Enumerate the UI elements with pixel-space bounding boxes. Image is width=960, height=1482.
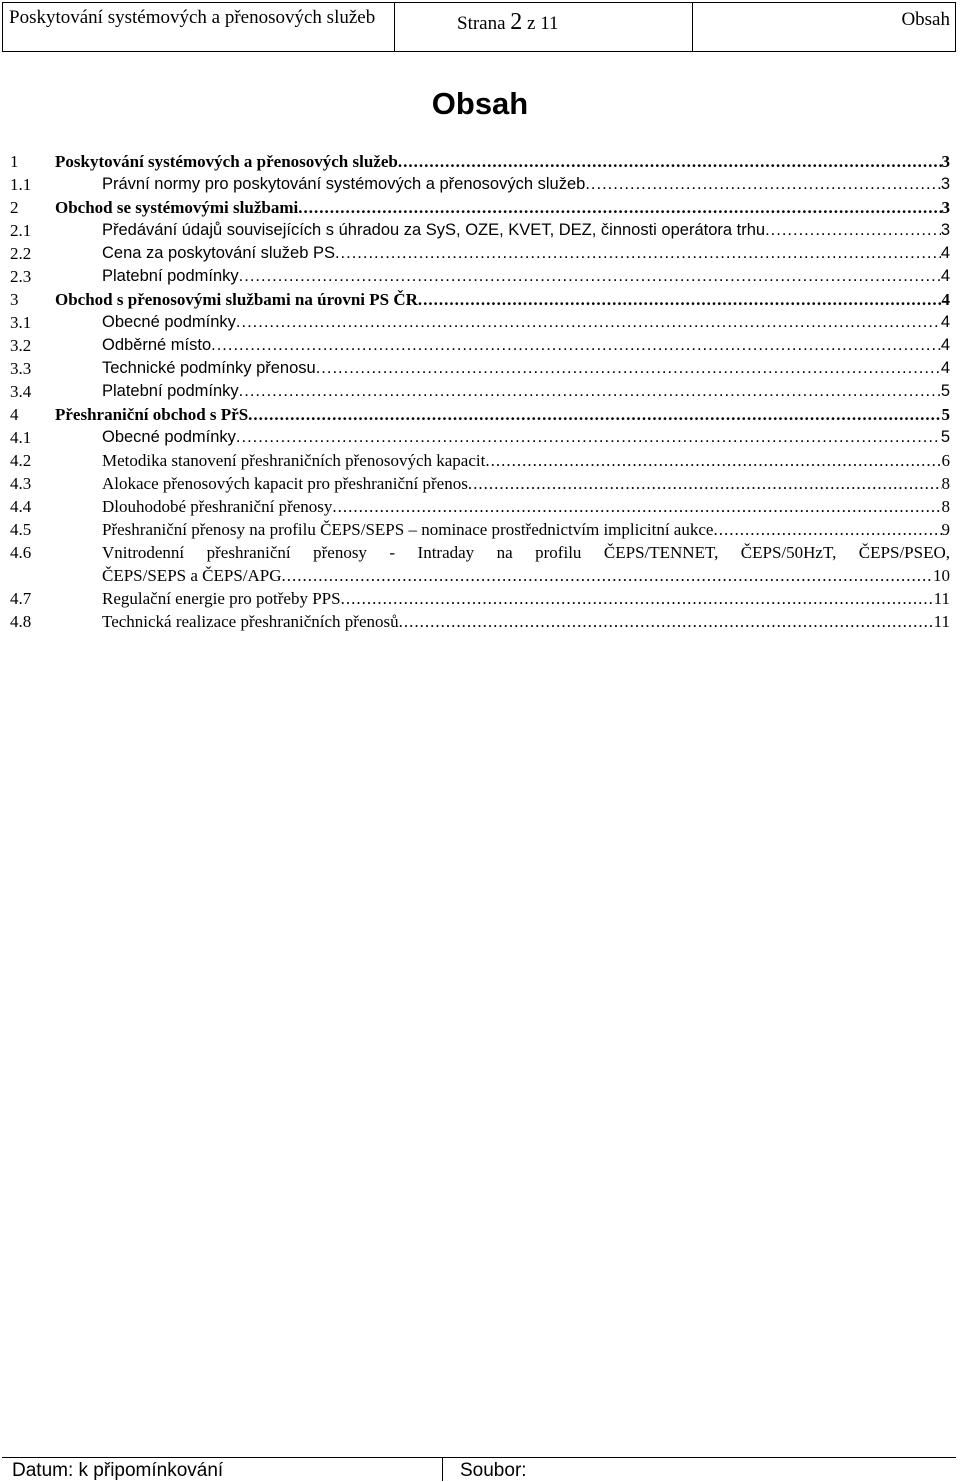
toc-entry[interactable] <box>10 242 950 265</box>
toc-entry-page: 11 <box>933 589 950 608</box>
toc-entry-page: 3 <box>941 198 950 217</box>
toc-entry[interactable] <box>10 518 950 541</box>
toc-entry-number: 2.3 <box>10 267 32 286</box>
toc-leader-dots <box>399 610 934 633</box>
footer-date: Datum: k připomínkování <box>12 1460 224 1481</box>
toc-leader-dots <box>332 495 941 518</box>
toc-leader-dots <box>485 449 941 472</box>
page-title: Obsah <box>431 86 529 121</box>
toc-entry-number: 4.4 <box>10 497 32 516</box>
toc-entry-number: 3.4 <box>10 382 32 401</box>
toc-entry[interactable] <box>10 380 950 403</box>
toc-entry-text: Přeshraniční obchod s PřS <box>55 405 249 424</box>
toc-entry[interactable] <box>10 610 950 633</box>
toc-entry-text: Přeshraniční přenosy na profilu ČEPS/SEPS – nominace prostřednictvím implicitní aukce <box>102 520 714 539</box>
toc-leader-dots <box>335 242 941 265</box>
toc-entry-number: 1 <box>10 152 19 171</box>
toc-entry-number: 4.5 <box>10 520 32 539</box>
toc-entry-text: Alokace přenosových kapacit pro přeshraniční přenos <box>102 474 468 493</box>
toc-entry-number: 2.1 <box>10 221 32 240</box>
toc-entry-page: 4 <box>940 336 950 354</box>
toc-leader-dots <box>248 403 941 426</box>
toc-entry-text: Metodika stanovení přeshraničních přenosových kapacit <box>102 451 486 470</box>
toc-entry[interactable] <box>10 196 950 219</box>
toc-leader-dots <box>418 288 942 311</box>
toc-entry-page: 8 <box>941 497 950 516</box>
header-document-title: Poskytování systémových a přenosových služeb <box>3 3 395 51</box>
toc-entry-number: 3.3 <box>10 359 32 378</box>
toc-entry[interactable] <box>10 150 950 173</box>
toc-entry-page: 4 <box>940 244 950 262</box>
toc-leader-dots <box>468 472 942 495</box>
toc-entry[interactable] <box>10 403 950 426</box>
toc-entry-number: 4 <box>10 405 19 424</box>
toc-entry-text: Cena za poskytování služeb PS <box>102 244 335 262</box>
toc-entry-number: 4.6 <box>10 543 32 562</box>
toc-entry[interactable] <box>10 288 950 311</box>
toc-entry[interactable] <box>10 265 950 288</box>
toc-entry[interactable] <box>10 449 950 472</box>
toc-entry-page: 5 <box>940 428 950 446</box>
page-total: 11 <box>540 13 559 34</box>
toc-leader-dots <box>341 587 934 610</box>
toc-entry-number: 3 <box>10 290 19 309</box>
toc-entry-page: 5 <box>941 405 950 424</box>
toc-entry[interactable] <box>10 311 950 334</box>
toc-entry-number: 3.2 <box>10 336 32 355</box>
header-section-name: Obsah <box>901 9 950 30</box>
toc-entry-text: Platební podmínky <box>102 267 239 285</box>
toc-leader-dots <box>713 518 941 541</box>
toc-entry-text: Obchod se systémovými službami <box>55 198 299 217</box>
toc-entry-number: 4.8 <box>10 612 32 631</box>
footer-divider <box>442 1458 443 1481</box>
toc-entry-text: Obecné podmínky <box>102 428 236 446</box>
toc-entry-text: Právní normy pro poskytování systémových a přenosových služeb <box>102 175 586 193</box>
toc-entry-number: 4.7 <box>10 589 32 608</box>
toc-entry-text: Technické podmínky přenosu <box>102 359 316 377</box>
table-of-contents <box>10 150 950 633</box>
toc-entry-page: 3 <box>940 175 950 193</box>
toc-leader-dots <box>211 334 941 357</box>
toc-entry-page: 10 <box>933 566 950 585</box>
toc-entry-number: 1.1 <box>10 175 32 194</box>
toc-entry-page: 3 <box>941 152 950 171</box>
toc-entry[interactable] <box>10 173 950 196</box>
toc-entry[interactable] <box>10 357 950 380</box>
toc-entry-text: Technická realizace přeshraničních přenosů <box>102 612 399 631</box>
toc-entry-number: 4.2 <box>10 451 32 470</box>
toc-entry-text: Obchod s přenosovými službami na úrovni PS ČR <box>55 290 418 309</box>
toc-entry-page: 4 <box>940 359 950 377</box>
toc-entry-text-line1: Vnitrodenní přeshraniční přenosy - Intraday na profilu ČEPS/TENNET, ČEPS/50HzT, ČEPS/PSEO, <box>102 543 950 562</box>
toc-leader-dots <box>236 426 941 449</box>
toc-leader-dots <box>765 219 941 242</box>
toc-entry-text: Odběrné místo <box>102 336 212 354</box>
toc-entry-page: 4 <box>940 267 950 285</box>
toc-entry-page: 9 <box>941 520 950 539</box>
footer-file: Soubor: <box>460 1460 527 1481</box>
toc-entry-text: Obecné podmínky <box>102 313 236 331</box>
toc-entry[interactable] <box>10 426 950 449</box>
toc-entry-page: 8 <box>941 474 950 493</box>
page-current: 2 <box>510 9 523 35</box>
toc-entry-text: Dlouhodobé přeshraniční přenosy <box>102 497 333 516</box>
toc-entry[interactable] <box>10 219 950 242</box>
toc-entry-text-line2: ČEPS/SEPS a ČEPS/APG <box>102 566 282 585</box>
page-label: Strana <box>457 13 511 34</box>
toc-leader-dots <box>236 311 941 334</box>
toc-entry-text: Poskytování systémových a přenosových služeb <box>55 152 398 171</box>
toc-entry-number: 2.2 <box>10 244 32 263</box>
toc-entry-page: 3 <box>940 221 950 239</box>
toc-entry-page: 6 <box>941 451 950 470</box>
toc-entry-text: Předávání údajů souvisejících s úhradou za SyS, OZE, KVET, DEZ, činnosti operátora trhu <box>102 221 766 239</box>
toc-leader-dots <box>239 380 941 403</box>
toc-entry[interactable] <box>10 495 950 518</box>
toc-entry-page: 11 <box>933 612 950 631</box>
page-footer <box>2 1457 956 1481</box>
toc-entry[interactable] <box>10 472 950 495</box>
toc-entry[interactable] <box>10 587 950 610</box>
toc-leader-dots <box>585 173 941 196</box>
toc-entry-text: Platební podmínky <box>102 382 239 400</box>
toc-entry-text: Regulační energie pro potřeby PPS <box>102 589 341 608</box>
toc-leader-dots <box>316 357 941 380</box>
toc-leader-dots <box>398 150 942 173</box>
toc-entry-page: 4 <box>940 313 950 331</box>
toc-leader-dots <box>282 564 933 587</box>
toc-entry-page: 4 <box>941 290 950 309</box>
toc-entry[interactable] <box>10 541 950 587</box>
toc-entry-page: 5 <box>940 382 950 400</box>
toc-entry-number: 4.1 <box>10 428 32 447</box>
toc-leader-dots <box>239 265 941 288</box>
page-header <box>2 2 956 52</box>
toc-leader-dots <box>298 196 941 219</box>
page-separator: z <box>522 13 541 34</box>
toc-entry-number: 3.1 <box>10 313 32 332</box>
toc-entry-number: 4.3 <box>10 474 32 493</box>
toc-entry-number: 2 <box>10 198 19 217</box>
header-page-indicator <box>395 3 693 51</box>
toc-entry[interactable] <box>10 334 950 357</box>
